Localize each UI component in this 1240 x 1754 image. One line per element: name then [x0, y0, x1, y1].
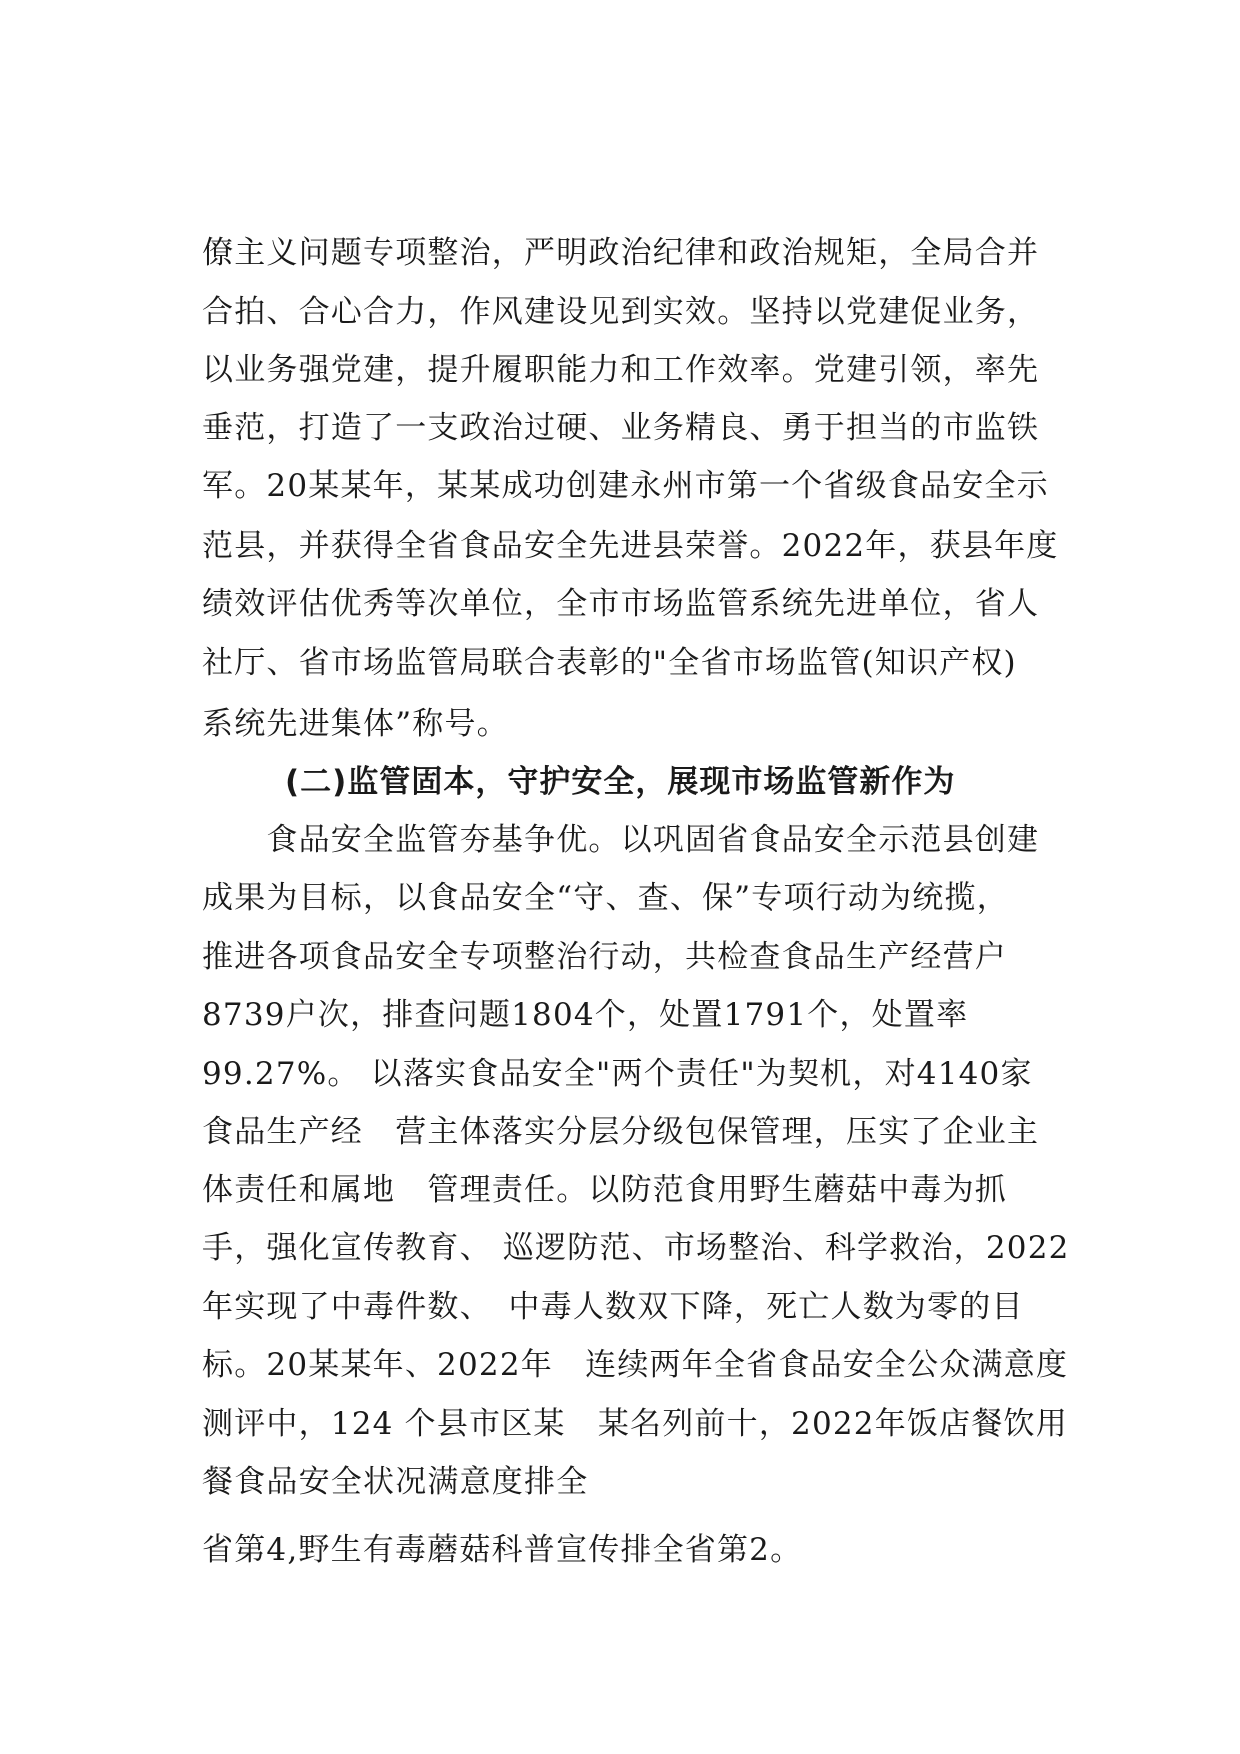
paragraph-line: 99.27%。 以落实食品安全"两个责任"为契机，对4140家 [202, 1056, 1033, 1092]
paragraph-line: 成果为目标，以食品安全“守、查、保”专项行动为统揽， [202, 880, 1009, 916]
paragraph-line: 体责任和属地 管理责任。以防范食用野生蘑菇中毒为抓 [202, 1172, 1007, 1208]
paragraph-line: 军。20某某年，某某成功创建永州市第一个省级食品安全示 [202, 468, 1049, 504]
paragraph-line: 食品安全监管夯基争优。以巩固省食品安全示范县创建 [202, 822, 1040, 858]
paragraph-line: 以业务强党建，提升履职能力和工作效率。党建引领，率先 [202, 352, 1040, 388]
paragraph-line: 绩效评估优秀等次单位，全市市场监管系统先进单位，省人 [202, 586, 1040, 622]
paragraph-line: 社厅、省市场监管局联合表彰的"全省市场监管(知识产权) [202, 645, 1017, 681]
paragraph-line: 系统先进集体”称号。 [202, 706, 509, 742]
paragraph-line: 餐食品安全状况满意度排全 [202, 1464, 589, 1500]
section-heading: (二)监管固本，守护安全，展现市场监管新作为 [285, 764, 956, 800]
paragraph-line: 垂范，打造了一支政治过硬、业务精良、勇于担当的市监铁 [202, 410, 1040, 446]
paragraph-line: 食品生产经 营主体落实分层分级包保管理，压实了企业主 [202, 1114, 1040, 1150]
paragraph-line: 范县，并获得全省食品安全先进县荣誉。2022年，获县年度 [202, 528, 1059, 564]
paragraph-line: 推进各项食品安全专项整治行动，共检查食品生产经营户 [202, 939, 1007, 975]
paragraph-line: 测评中，124 个县市区某 某名列前十，2022年饭店餐饮用 [202, 1406, 1068, 1442]
paragraph-line: 手，强化宣传教育、 巡逻防范、市场整治、科学救治，2022 [202, 1230, 1070, 1266]
paragraph-line: 合拍、合心合力，作风建设见到实效。坚持以党建促业务， [202, 294, 1040, 330]
paragraph-line: 8739户次，排查问题1804个，处置1791个，处置率 [202, 997, 969, 1033]
paragraph-line: 年实现了中毒件数、 中毒人数双下降，死亡人数为零的目 [202, 1289, 1024, 1325]
paragraph-line: 标。20某某年、2022年 连续两年全省食品安全公众满意度 [202, 1347, 1069, 1383]
paragraph-line: 僚主义问题专项整治，严明政治纪律和政治规矩，全局合并 [202, 235, 1040, 271]
paragraph-line: 省第4,野生有毒蘑菇科普宣传排全省第2。 [202, 1532, 803, 1568]
